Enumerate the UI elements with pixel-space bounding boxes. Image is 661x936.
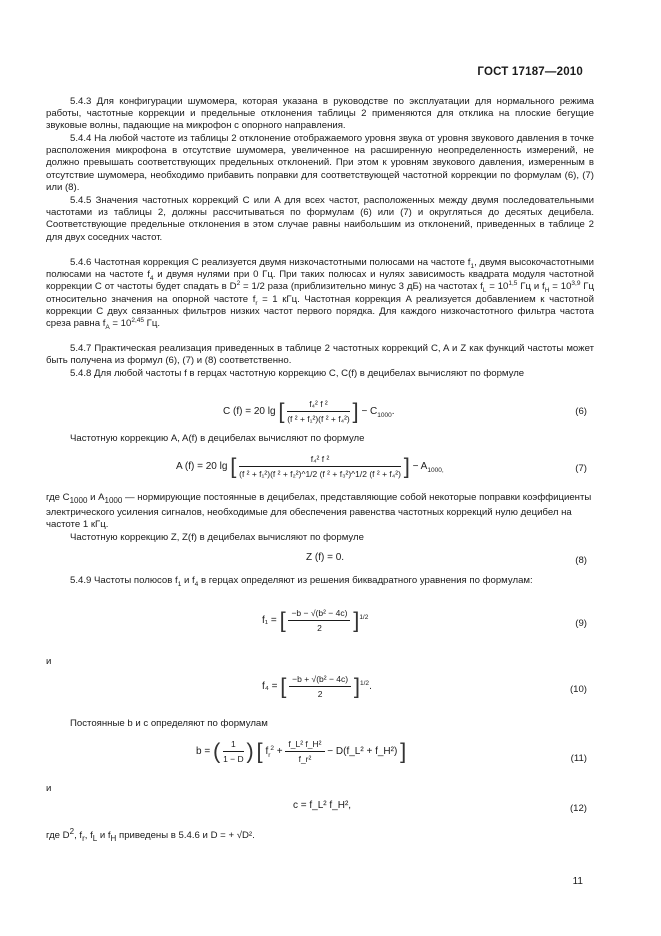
p546-part: Гц и f	[517, 281, 545, 293]
equation-11: b = ( $\frac{1}{1 - D}$ ) [ $f_r^2$ + $\frac{\text{f\_L² f\_H²}}{\text{f\_r²}}$ − D(f_L² + f_H²) ]	[196, 738, 407, 764]
equation-6: C (f) = 20 lg [ $\frac{\text{f₄² f ²}}{\text{(f ² + f₁²)(f ² + f₄²)}}$ ] − $C_{1000}$.	[223, 398, 395, 424]
sup-text: 1,5	[508, 280, 518, 288]
eq11-body-numerator: f_L² f_H²	[285, 738, 324, 752]
eq9-denominator: 2	[317, 623, 322, 633]
eq6-tail-sub: 1000	[377, 412, 392, 420]
eq6-tail: − C	[361, 406, 378, 418]
equation-number-6: (6)	[575, 406, 587, 417]
eq11-tail: − D(f_L² + f_H²)	[327, 746, 398, 758]
sub-text: 1000	[69, 495, 88, 505]
eq6-numerator: f₄² f ²	[287, 398, 350, 412]
eq11-body-fraction	[285, 738, 324, 765]
sub-text: H	[544, 287, 550, 295]
eq10-denominator: 2	[317, 689, 323, 699]
eq10-numerator: −b + √(b² − 4c)	[289, 673, 351, 687]
final-part: √D².	[236, 830, 255, 842]
p546-part: 5.4.6 Частотная коррекция C реализуется двумя низкочастотными полюсами на частоте f	[70, 257, 471, 268]
paragraph-5-4-6	[46, 257, 594, 330]
equation-9	[262, 607, 368, 634]
eq7-tail-sub: 1000,	[427, 467, 444, 475]
equation-number-9: (9)	[575, 618, 587, 629]
sup-text: 2,45	[131, 316, 144, 324]
document-id-header: ГОСТ 17187—2010	[477, 66, 583, 78]
sub-text: 1	[470, 262, 475, 270]
equation-number-10: (10)	[569, 684, 587, 695]
sub-text: 4	[194, 580, 199, 588]
bracket-open: [	[256, 738, 263, 764]
page-number: 11	[572, 876, 583, 887]
paragraph-constants-bc: Постоянные b и c определяют по формулам	[70, 718, 268, 729]
sub-text: r	[82, 834, 85, 844]
eq7-denominator: (f ² + f₁²)(f ² + f₂²)^1/2 (f ² + f₃²)^1/2 (f ² + f₄²)	[239, 469, 401, 479]
eq11-coef-numerator: 1	[223, 738, 244, 752]
bracket-close: ]	[403, 453, 410, 479]
sub-text: A	[105, 323, 110, 331]
eq6-fraction	[287, 398, 350, 425]
p546-part: = 1/2 раза (приблизительно минус 3 дБ) на частотах f	[240, 281, 483, 293]
eq9-numerator: −b − √(b² − 4c)	[288, 607, 350, 621]
p549-part: 5.4.9 Частоты полюсов f	[70, 575, 178, 586]
final-definition	[46, 826, 594, 845]
eq7-lhs: A (f) = 20 lg	[176, 461, 228, 473]
eq10-exponent: 1/2	[360, 679, 370, 687]
final-part: , f	[74, 830, 83, 842]
paragraph-5-4-9: 5.4.9 Частоты полюсов $f_1$ и $f_4$ в герцах определяют из решения биквадратного уравнения по формулам:	[70, 575, 533, 588]
sup-text: 2	[270, 744, 275, 752]
bracket-open: [	[230, 453, 237, 479]
p546-part: = 10	[109, 318, 132, 330]
eq11-body-denominator: f_r²	[298, 754, 312, 764]
conjunction-and-2: и	[46, 783, 52, 794]
sub-text: L	[92, 834, 98, 844]
note-part: где C	[46, 492, 70, 503]
eq6-denominator: (f ² + f₁²)(f ² + f₄²)	[287, 414, 350, 424]
equation-7	[176, 453, 444, 480]
bracket-close: ]	[353, 673, 361, 699]
eq9-fraction	[288, 607, 350, 634]
eq9-exponent: 1/2	[359, 613, 369, 621]
equation-10: f₄ = [ $\frac{\text{−b + √(b² − 4c)}}{2}$ ]$^{1/2}$.	[262, 673, 372, 699]
equation-number-8: (8)	[575, 555, 587, 566]
sup-text: 2	[236, 280, 241, 288]
sub-text: 1	[177, 580, 182, 588]
sub-text: r	[268, 752, 271, 760]
sub-text: r	[255, 299, 258, 307]
note-part: — нормирующие постоянные в децибелах, представляющие собой некоторые поправки коэффициенты электрического усиления сигналов, необходимые для обеспечения равенства частотных коррекций нулю децибел на частоте 1 кГц.	[46, 492, 592, 531]
p546-part: = 10	[549, 281, 572, 293]
eq11-fr-term: f	[265, 746, 269, 758]
paragraph-5-4-4: 5.4.4 На любой частоте из таблицы 2 отклонение отображаемого уровня звука от уровня звукового давления в точке расположения микрофона в отсутствие шумомера, увеличенное на расширенную неопределенность измерений, не должно превышать соответствующих предельных отклонений. При этом к уровням звукового давления, измеренным в отсутствие шумомера, необходимо прибавить поправки для соответствующей частотной коррекции по формулам (6), (7) или (8).	[46, 133, 594, 193]
paren-close: )	[246, 738, 254, 764]
sup-text: 3,9	[571, 280, 581, 288]
bracket-open: [	[280, 673, 287, 699]
eq9-lhs: f₁ =	[262, 615, 277, 627]
final-part: и f	[97, 830, 111, 842]
p546-part: , двумя высокочастотными полюсами на частоте f	[46, 257, 594, 281]
final-part: где D	[46, 830, 70, 842]
p546-part: Гц относительно значения на опорной частоте f	[46, 281, 594, 305]
p549-part: в герцах определяют из решения биквадратного уравнения по формулам:	[198, 575, 533, 586]
bracket-open: [	[278, 398, 285, 424]
paragraph-5-4-5: 5.4.5 Значения частотных коррекций C или A для всех частот, расположенных между двумя последовательными частотами из таблицы 2, должны рассчитываться по формулам (6) или (7) и округляться до десятых децибела. Соответствующие предельные отклонения в этом случае равны наибольшим из отклонений, приведенных в таблице 2 для двух соседних частот.	[46, 195, 594, 243]
paragraph-5-4-3: 5.4.3 Для конфигурации шумомера, которая указана в руководстве по эксплуатации для нормального режима работы, частотные коррекции и предельные отклонения таблицы 2 применяются для отклика на плоские бегущие звуковые волны, падающие на микрофон с опорного направления.	[46, 96, 594, 132]
paragraph-5-4-8: 5.4.8 Для любой частоты f в герцах частотную коррекцию C, C(f) в децибелах вычисляют по формуле	[70, 368, 525, 379]
equation-8: Z (f) = 0.	[306, 552, 345, 563]
bracket-close: ]	[353, 607, 360, 633]
equation-number-12: (12)	[569, 803, 587, 814]
paragraph-z-weighting: Частотную коррекцию Z, Z(f) в децибелах вычисляют по формуле	[70, 532, 364, 543]
equation-number-11: (11)	[570, 753, 587, 764]
eq11-coef-denominator: 1 − D	[223, 754, 244, 764]
paren-open: (	[212, 738, 221, 764]
sub-text: L	[482, 287, 487, 295]
paragraph-5-4-7: 5.4.7 Практическая реализация приведенных в таблице 2 частотных коррекций C, A и Z как функций частоты может быть получена из формул (6), (7) и (8) соответственно.	[46, 343, 594, 367]
paragraph-a-weighting: Частотную коррекцию A, A(f) в децибелах вычисляют по формуле	[70, 433, 365, 444]
equation-12: c = f_L² f_H²,	[293, 800, 352, 811]
normalizing-constants-note	[46, 492, 594, 532]
eq11-coef-fraction	[223, 738, 244, 765]
final-part: , f	[84, 830, 93, 842]
p546-part: Гц.	[144, 318, 161, 330]
eq10-lhs: f₄ =	[262, 681, 278, 693]
final-part: приведены в 5.4.6 и D = +	[116, 830, 237, 842]
sub-text: 1000	[104, 495, 123, 505]
sup-text: 2	[69, 827, 75, 836]
bracket-close: ]	[400, 738, 407, 764]
eq6-lhs: C (f) = 20 lg	[223, 406, 276, 418]
eq7-fraction	[239, 453, 401, 480]
eq11-lhs: b =	[196, 746, 211, 758]
note-part: и A	[87, 492, 105, 503]
conjunction-and-1: и	[46, 656, 52, 667]
sub-text: 4	[149, 275, 154, 283]
p546-part: = 1 кГц. Частотная коррекция A реализуется добавлением к частотной коррекции C двух связанных фильтров низких частот первого порядка. Для каждого низкочастотного фильтра частота среза равна f	[46, 293, 594, 330]
bracket-close: ]	[352, 398, 359, 424]
bracket-open: [	[279, 607, 286, 633]
p546-part: и двумя нулями при 0 Гц. При таких полюсах и нулях зависимость квадрата модуля частотной коррекции C от частоты будет спадать в D	[46, 269, 594, 293]
eq7-numerator: f₄² f ²	[239, 453, 401, 467]
eq10-fraction	[289, 673, 351, 700]
eq7-tail: − A	[412, 461, 428, 473]
sub-text: H	[110, 834, 117, 844]
equation-number-7: (7)	[575, 463, 587, 474]
p546-part: = 10	[486, 281, 509, 293]
